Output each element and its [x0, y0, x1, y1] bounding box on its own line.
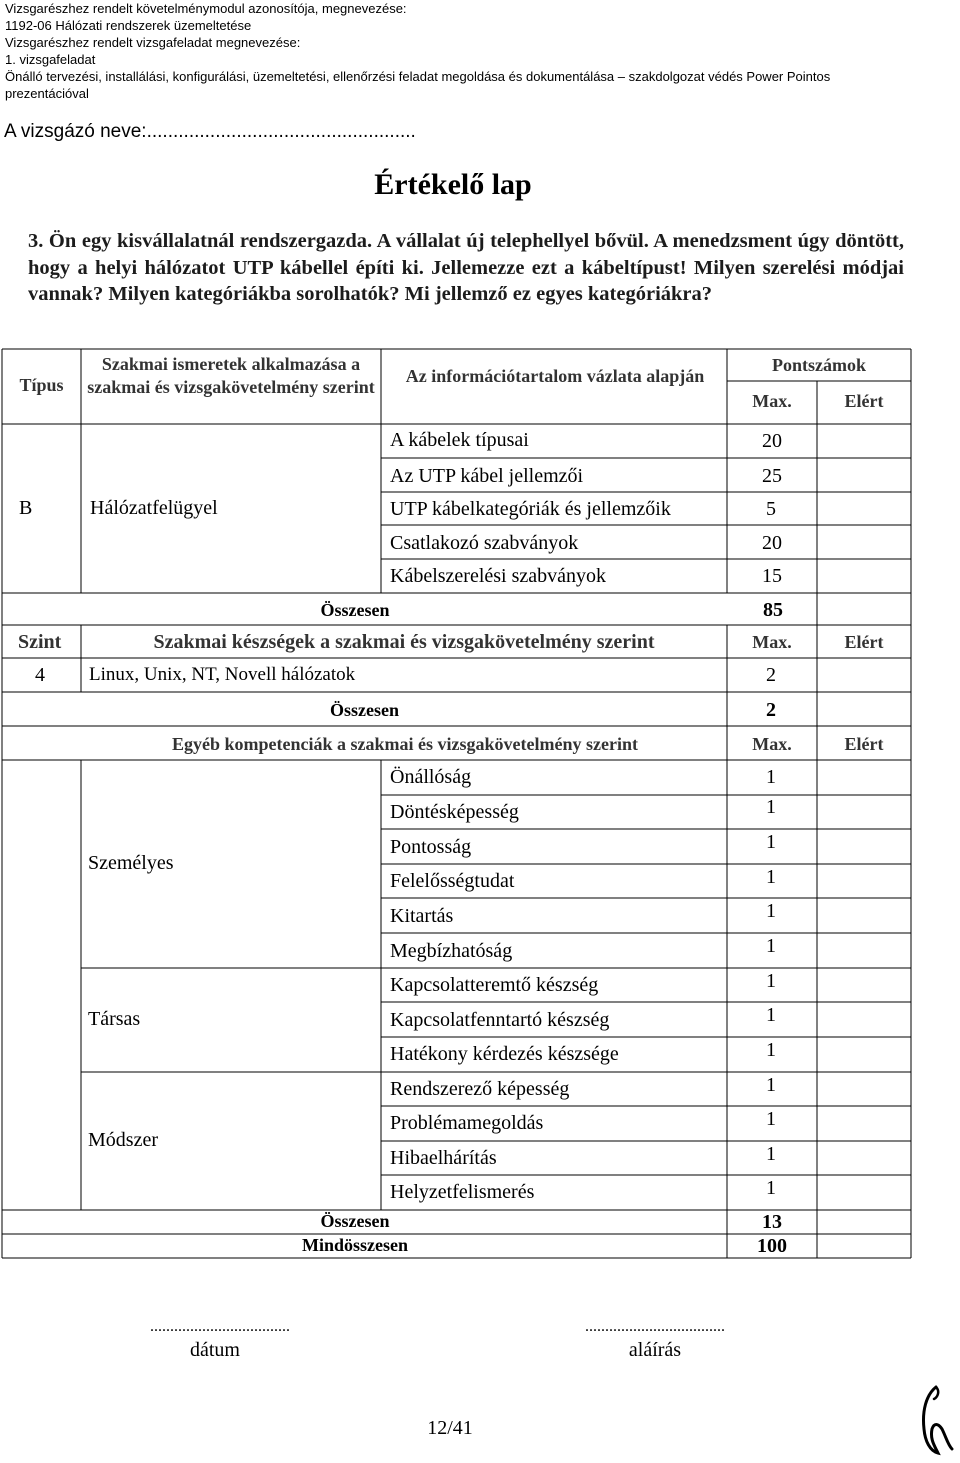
initials-mark [916, 1383, 956, 1458]
competency-label: Kapcsolatfenntartó készség [390, 1009, 610, 1031]
header-line: Vizsgarészhez rendelt vizsgafeladat megnevezése: [5, 35, 301, 50]
group-modszer: Módszer [88, 1129, 158, 1151]
header-line: Önálló tervezési, installálási, konfigurálási, üzemeltetési, ellenőrzési feladat megoldása és dokumentálása – szakdolgozat védés Power Pointos [5, 69, 831, 84]
competency-label: Megbízhatóság [390, 940, 513, 962]
signature-label: aláírás [628, 1339, 682, 1361]
competency-label: Kitartás [390, 905, 454, 927]
type-b: B [19, 497, 33, 519]
competency-max: 1 [766, 766, 776, 788]
knowledge-row-label: Az UTP kábel jellemzői [390, 465, 584, 487]
sum-competencies: 13 [762, 1211, 782, 1233]
competency-label: Helyzetfelismerés [390, 1181, 535, 1203]
knowledge-row-label: Csatlakozó szabványok [390, 532, 579, 554]
header-szint: Szint [18, 631, 62, 653]
header-tipus: Típus [19, 375, 64, 395]
header-max: Max. [752, 632, 792, 652]
competency-max: 1 [766, 831, 776, 853]
competency-max: 1 [766, 900, 776, 922]
page-title: Értékelő lap [374, 168, 532, 201]
knowledge-row-label: UTP kábelkategóriák és jellemzőik [390, 498, 671, 520]
competency-label: Felelősségtudat [390, 870, 515, 892]
header-max: Max. [752, 391, 792, 411]
header-line: 1192-06 Hálózati rendszerek üzemeltetése [5, 18, 252, 33]
skill-level: 4 [35, 664, 45, 686]
competency-label: Önállóság [390, 766, 472, 788]
skill-max: 2 [766, 664, 776, 686]
header-line: 1. vizsgafeladat [5, 52, 96, 67]
sum-knowledge: 85 [763, 599, 783, 621]
competency-max: 1 [766, 1004, 776, 1026]
exam-question: 3. Ön egy kisvállalatnál rendszergazda. A vállalat új telephellyel bővül. A menedzsment úgy döntött, hogy a helyi hálózatot UTP kábellel építi ki. Jellemezze ezt a kábeltípust! Milyen szerelési módjai vannak? Milyen kategóriákba sorolhatók? Mi jellemző ez egyes kategóriákra? [28, 230, 904, 305]
competency-label: Döntésképesség [390, 801, 519, 823]
competency-label: Hatékony kérdezés készsége [390, 1043, 619, 1065]
knowledge-area: Hálózatfelügyel [90, 497, 218, 519]
header-other-competencies: Egyéb kompetenciák a szakmai és vizsgakövetelmény szerint [172, 734, 638, 754]
competency-max: 1 [766, 1177, 776, 1199]
date-dots: ................................... [150, 1318, 290, 1335]
knowledge-row-max: 20 [762, 430, 782, 452]
competency-max: 1 [766, 796, 776, 818]
group-tarsas: Társas [88, 1008, 141, 1030]
competency-label: Hibaelhárítás [390, 1147, 497, 1169]
competency-max: 1 [766, 1143, 776, 1165]
competency-max: 1 [766, 935, 776, 957]
header-elert: Elért [844, 632, 884, 652]
competency-max: 1 [766, 866, 776, 888]
header-elert: Elért [844, 391, 884, 411]
knowledge-row-max: 20 [762, 532, 782, 554]
sum-label: Összesen [330, 700, 399, 720]
header-max: Max. [752, 734, 792, 754]
date-label: dátum [190, 1339, 240, 1361]
competency-max: 1 [766, 1108, 776, 1130]
competency-label: Rendszerező képesség [390, 1078, 570, 1100]
grand-total-label: Mindösszesen [301, 1235, 408, 1255]
competency-max: 1 [766, 1039, 776, 1061]
knowledge-row-max: 5 [766, 498, 776, 520]
header-szakmai-ismeretek: Szakmai ismeretek alkalmazása a szakmai és vizsgakövetelmény szerint [87, 354, 375, 397]
page-number: 12/41 [427, 1417, 473, 1439]
sum-label: Összesen [320, 1211, 390, 1231]
competency-label: Kapcsolatteremtő készség [390, 974, 599, 996]
header-informacio: Az információtartalom vázlata alapján [405, 366, 705, 386]
knowledge-row-label: A kábelek típusai [390, 429, 529, 451]
skill-label: Linux, Unix, NT, Novell hálózatok [89, 664, 356, 685]
grand-total: 100 [757, 1235, 787, 1257]
knowledge-row-label: Kábelszerelési szabványok [390, 565, 607, 587]
knowledge-row-max: 15 [762, 565, 782, 587]
signature-dots: ................................... [585, 1318, 725, 1335]
header-pontszamok: Pontszámok [772, 355, 866, 375]
group-szemelyes: Személyes [88, 852, 174, 874]
header-line: Vizsgarészhez rendelt követelménymodul azonosítója, megnevezése: [5, 1, 407, 16]
sum-skills: 2 [766, 699, 776, 721]
competency-max: 1 [766, 970, 776, 992]
header-line: prezentációval [5, 86, 89, 101]
header-skills: Szakmai készségek a szakmai és vizsgakövetelmény szerint [153, 631, 655, 653]
sum-label: Összesen [320, 600, 390, 620]
examinee-name-line: A vizsgázó neve:................................................... [4, 121, 416, 142]
competency-label: Pontosság [390, 836, 472, 858]
competency-label: Problémamegoldás [390, 1112, 544, 1134]
header-elert: Elért [844, 734, 884, 754]
competency-max: 1 [766, 1074, 776, 1096]
knowledge-row-max: 25 [762, 465, 782, 487]
